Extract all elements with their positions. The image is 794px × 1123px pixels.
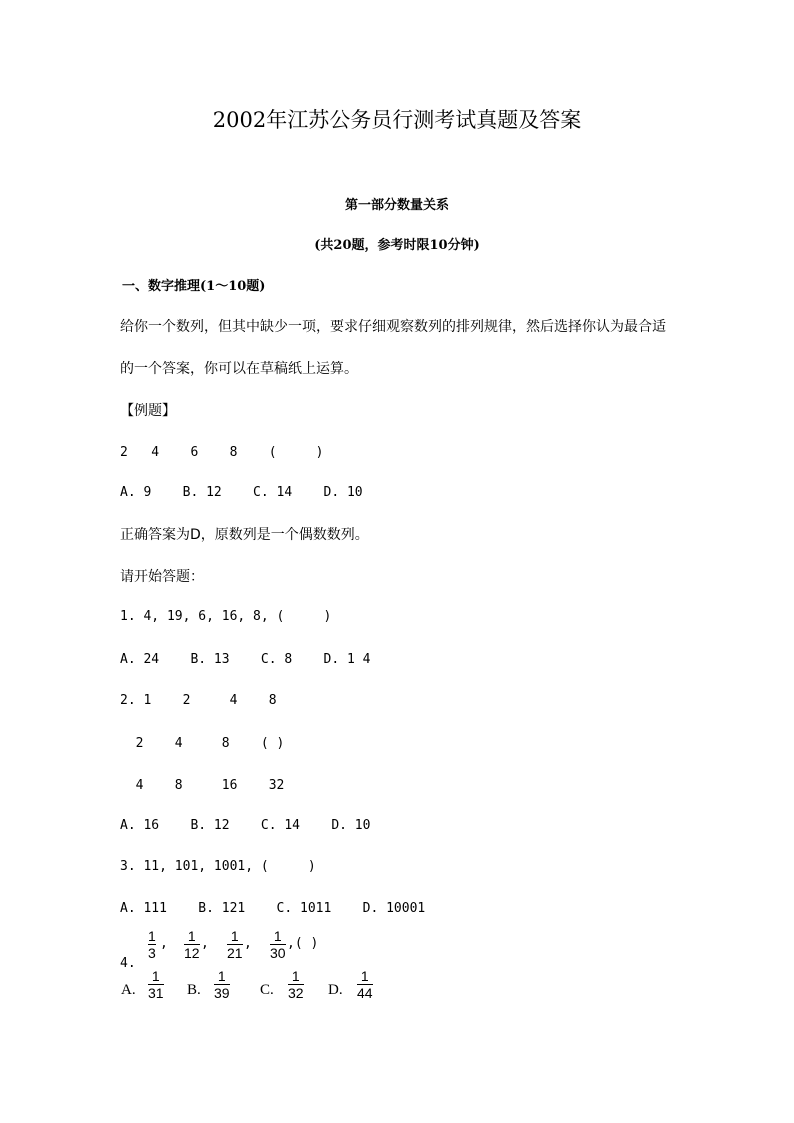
numerator: 1 [187, 928, 196, 944]
question-4-number: 4. [120, 956, 136, 971]
numerator: 1 [148, 928, 156, 944]
denominator: 3 [148, 945, 156, 961]
instruction-line-1: 给你一个数列，但其中缺少一项，要求仔细观察数列的排列规律，然后选择你认为最合适 [120, 319, 666, 335]
denominator: 44 [357, 985, 373, 1001]
denominator: 39 [214, 985, 230, 1001]
part-note: (共20题，参考时限10分钟) [314, 238, 480, 253]
option-b-label: B. [187, 982, 201, 998]
section-heading: 一、数字推理(1～10题) [122, 279, 266, 294]
question-1-options: A. 24 B. 13 C. 8 D. 1 4 [120, 652, 371, 667]
comma: , [244, 936, 252, 951]
denominator: 32 [288, 985, 304, 1001]
option-a-label: A. [121, 982, 136, 998]
comma: , [201, 936, 209, 951]
denominator: 30 [270, 945, 286, 961]
question-4-fraction-3 [227, 928, 243, 961]
option-a-fraction [148, 968, 164, 1001]
question-2-row-1: 2. 1 2 4 8 [120, 693, 277, 708]
document-title: 2002年江苏公务员行测考试真题及答案 [212, 108, 582, 132]
option-c-fraction [288, 968, 304, 1001]
numerator: 1 [360, 968, 369, 984]
option-c-label: C. [260, 982, 274, 998]
question-1-stem: 1. 4, 19, 6, 16, 8, ( ) [120, 609, 332, 624]
question-3-options: A. 111 B. 121 C. 1011 D. 10001 [120, 901, 426, 916]
option-d-label: D. [328, 982, 343, 998]
comma: , [160, 936, 168, 951]
question-4-blank: ,( ) [287, 936, 319, 951]
denominator: 21 [227, 945, 243, 961]
question-4-fraction-1 [148, 928, 156, 961]
numerator: 1 [230, 928, 239, 944]
option-b-fraction [214, 968, 230, 1001]
example-sequence: 2 4 6 8 ( ) [120, 445, 324, 460]
example-explanation: 正确答案为D，原数列是一个偶数数列。 [120, 527, 369, 543]
question-4-fraction-4 [270, 928, 286, 961]
question-2-row-3: 4 8 16 32 [120, 778, 285, 793]
question-3-stem: 3. 11, 101, 1001, ( ) [120, 859, 316, 874]
numerator: 1 [291, 968, 300, 984]
option-d-fraction [357, 968, 373, 1001]
numerator: 1 [151, 968, 160, 984]
denominator: 31 [148, 985, 164, 1001]
numerator: 1 [217, 968, 226, 984]
example-options: A. 9 B. 12 C. 14 D. 10 [120, 485, 363, 500]
numerator: 1 [273, 928, 282, 944]
part-title: 第一部分数量关系 [344, 198, 449, 213]
instruction-line-2: 的一个答案，你可以在草稿纸上运算。 [120, 361, 358, 377]
start-prompt: 请开始答题： [120, 569, 204, 585]
question-2-options: A. 16 B. 12 C. 14 D. 10 [120, 818, 371, 833]
question-2-row-2: 2 4 8 ( ) [120, 736, 285, 751]
question-4-fraction-2 [184, 928, 200, 961]
denominator: 12 [184, 945, 200, 961]
example-label: 【例题】 [120, 403, 176, 419]
